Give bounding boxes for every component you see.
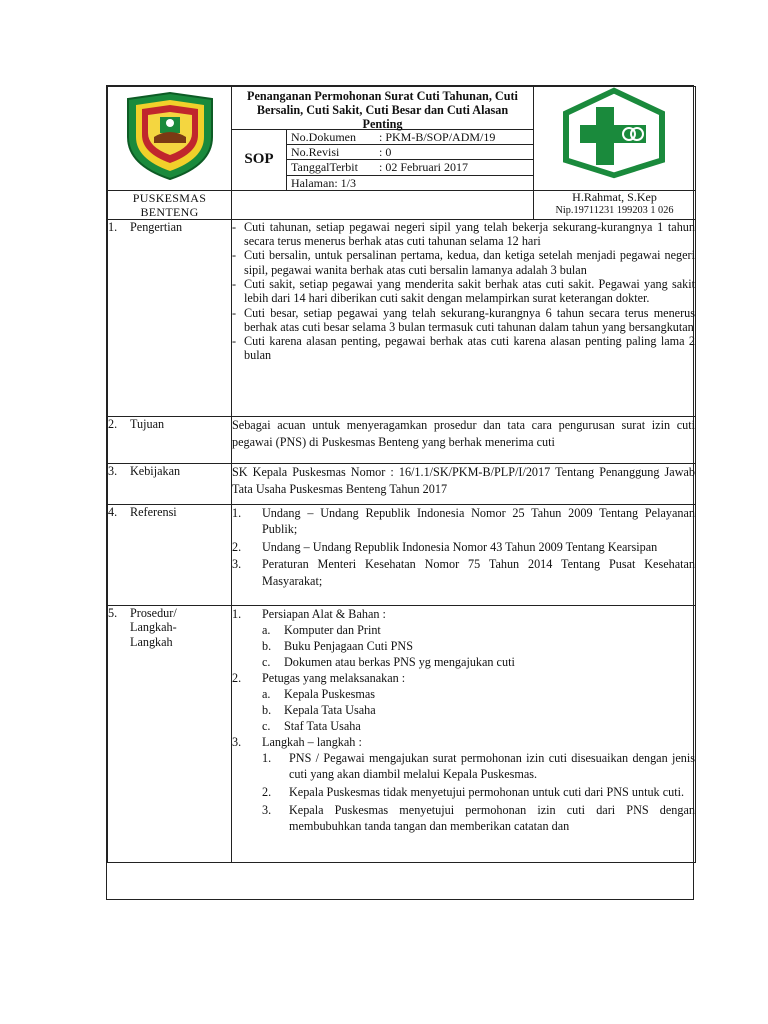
section-kebijakan [108, 463, 696, 504]
list-item: a. Kepala Puskesmas [262, 686, 376, 701]
org-line-2: BENTENG [140, 204, 199, 219]
list-item: 2. Undang – Undang Republik Indonesia Nomor 43 Tahun 2009 Tentang Kearsipan [232, 539, 658, 554]
meta-row-issue-date: TanggalTerbit : 02 Februari 2017 [287, 160, 533, 175]
section-prosedur [108, 605, 696, 862]
sop-label: SOP [232, 130, 287, 190]
list-item: 3. Kepala Puskesmas menyetujui permohonan izin cuti dari PNS dengan membubuhkan tanda tangan dan memberikan catatan dan [262, 802, 695, 833]
section-label: Pengertian [130, 219, 183, 234]
section-content [232, 605, 696, 862]
left-logo-cell [108, 87, 232, 191]
document-meta [287, 130, 533, 190]
list-item: 2. Kepala Puskesmas tidak menyetujui permohonan untuk cuti dari PNS untuk cuti. [262, 784, 685, 799]
list-item: c. Staf Tata Usaha [262, 718, 361, 733]
section-number: 2. [108, 416, 118, 431]
right-logo-cell [534, 87, 696, 191]
puskesmas-cross-icon [534, 87, 694, 185]
list-item: a. Komputer dan Print [262, 622, 381, 637]
list-item: 1. Undang – Undang Republik Indonesia Nomor 25 Tahun 2009 Tentang Pelayanan Publik; [232, 505, 695, 537]
list-item: - Cuti sakit, setiap pegawai yang menderita sakit berhak atas cuti sakit. Pegawai yang sakit lebih dari 14 hari diberikan cuti sakit dengan melampirkan surat keterangan dokter. [232, 276, 695, 306]
section-content [232, 219, 696, 416]
section-number: 3. [108, 463, 118, 478]
blank-cell [232, 190, 534, 219]
list-item: 2. Petugas yang melaksanakan : [232, 670, 406, 685]
regional-crest-icon [108, 87, 232, 185]
section-number: 5. [108, 605, 118, 620]
section-tujuan [108, 416, 696, 463]
section-label-cell [108, 416, 232, 463]
section-label: Kebijakan [130, 463, 181, 478]
section-label-cell [108, 219, 232, 416]
list-item: b. Buku Penjagaan Cuti PNS [262, 638, 413, 653]
organization-name [108, 190, 232, 219]
list-item: - Cuti karena alasan penting, pegawai berhak atas cuti karena alasan penting paling lama 2 bulan [232, 334, 695, 363]
section-label: Referensi [130, 504, 177, 519]
section-label-cell [108, 605, 232, 862]
meta-row-page: Halaman: 1/3 [291, 175, 356, 190]
signer-nip: Nip.19711231 199203 1 026 [555, 204, 674, 216]
sop-table [107, 86, 696, 863]
section-number: 4. [108, 504, 118, 519]
sop-document [106, 85, 694, 900]
section-referensi [108, 504, 696, 605]
section-label: Prosedur/ Langkah- Langkah [130, 605, 177, 649]
list-item: b. Kepala Tata Usaha [262, 702, 376, 717]
signature-block [534, 190, 696, 219]
org-line-1: PUSKESMAS [132, 190, 207, 205]
list-item: - Cuti bersalin, untuk persalinan pertama, kedua, dan ketiga setelah menjadi pegawai negeri sipil, pegawai wanita berhak atas cuti bersalin lamanya adalah 3 bulan [232, 248, 695, 277]
meta-row-revision: No.Revisi : 0 [287, 145, 533, 160]
section-pengertian [108, 219, 696, 416]
section-content [232, 504, 696, 605]
list-item: 3. Langkah – langkah : [232, 734, 362, 749]
signer-name: H.Rahmat, S.Kep [572, 189, 657, 204]
document-title: Penanganan Permohonan Surat Cuti Tahunan, Cuti Bersalin, Cuti Sakit, Cuti Besar dan Cuti Alasan Penting [232, 87, 533, 130]
list-item: 3. Peraturan Menteri Kesehatan Nomor 75 Tahun 2014 Tentang Pusat Kesehatan Masyarakat; [232, 557, 695, 588]
section-content: SK Kepala Puskesmas Nomor : 16/1.1/SK/PKM-B/PLP/I/2017 Tentang Penanggung Jawab Tata Usaha Puskesmas Benteng Tahun 2017 [232, 463, 696, 504]
list-item: - Cuti besar, setiap pegawai yang telah sekurang-kurangnya 6 tahun secara terus menerus berhak atas cuti besar selama 3 bulan termasuk cuti tahunan dalam tahun yang bersangkutan [232, 305, 695, 334]
list-item: 1. PNS / Pegawai mengajukan surat permohonan izin cuti disesuaikan dengan jenis cuti yang akan diambil melalui Kepala Puskesmas. [262, 750, 695, 781]
section-number: 1. [108, 219, 118, 234]
meta-row-doc-number: No.Dokumen : PKM-B/SOP/ADM/19 [287, 130, 533, 145]
title-cell [232, 87, 534, 191]
list-item: c. Dokumen atau berkas PNS yg mengajukan cuti [262, 654, 515, 669]
section-label-cell [108, 504, 232, 605]
list-item: - Cuti tahunan, setiap pegawai negeri sipil yang telah bekerja sekurang-kurangnya 1 tahun secara terus menerus berhak atas cuti tahunan selama 12 hari [232, 219, 695, 249]
section-label: Tujuan [130, 416, 165, 431]
list-item: 1. Persiapan Alat & Bahan : [232, 606, 386, 621]
section-label-cell [108, 463, 232, 504]
section-content: Sebagai acuan untuk menyeragamkan prosedur dan tata cara pengurusan surat izin cuti pegawai (PNS) di Puskesmas Benteng yang berhak menerima cuti [232, 416, 696, 463]
